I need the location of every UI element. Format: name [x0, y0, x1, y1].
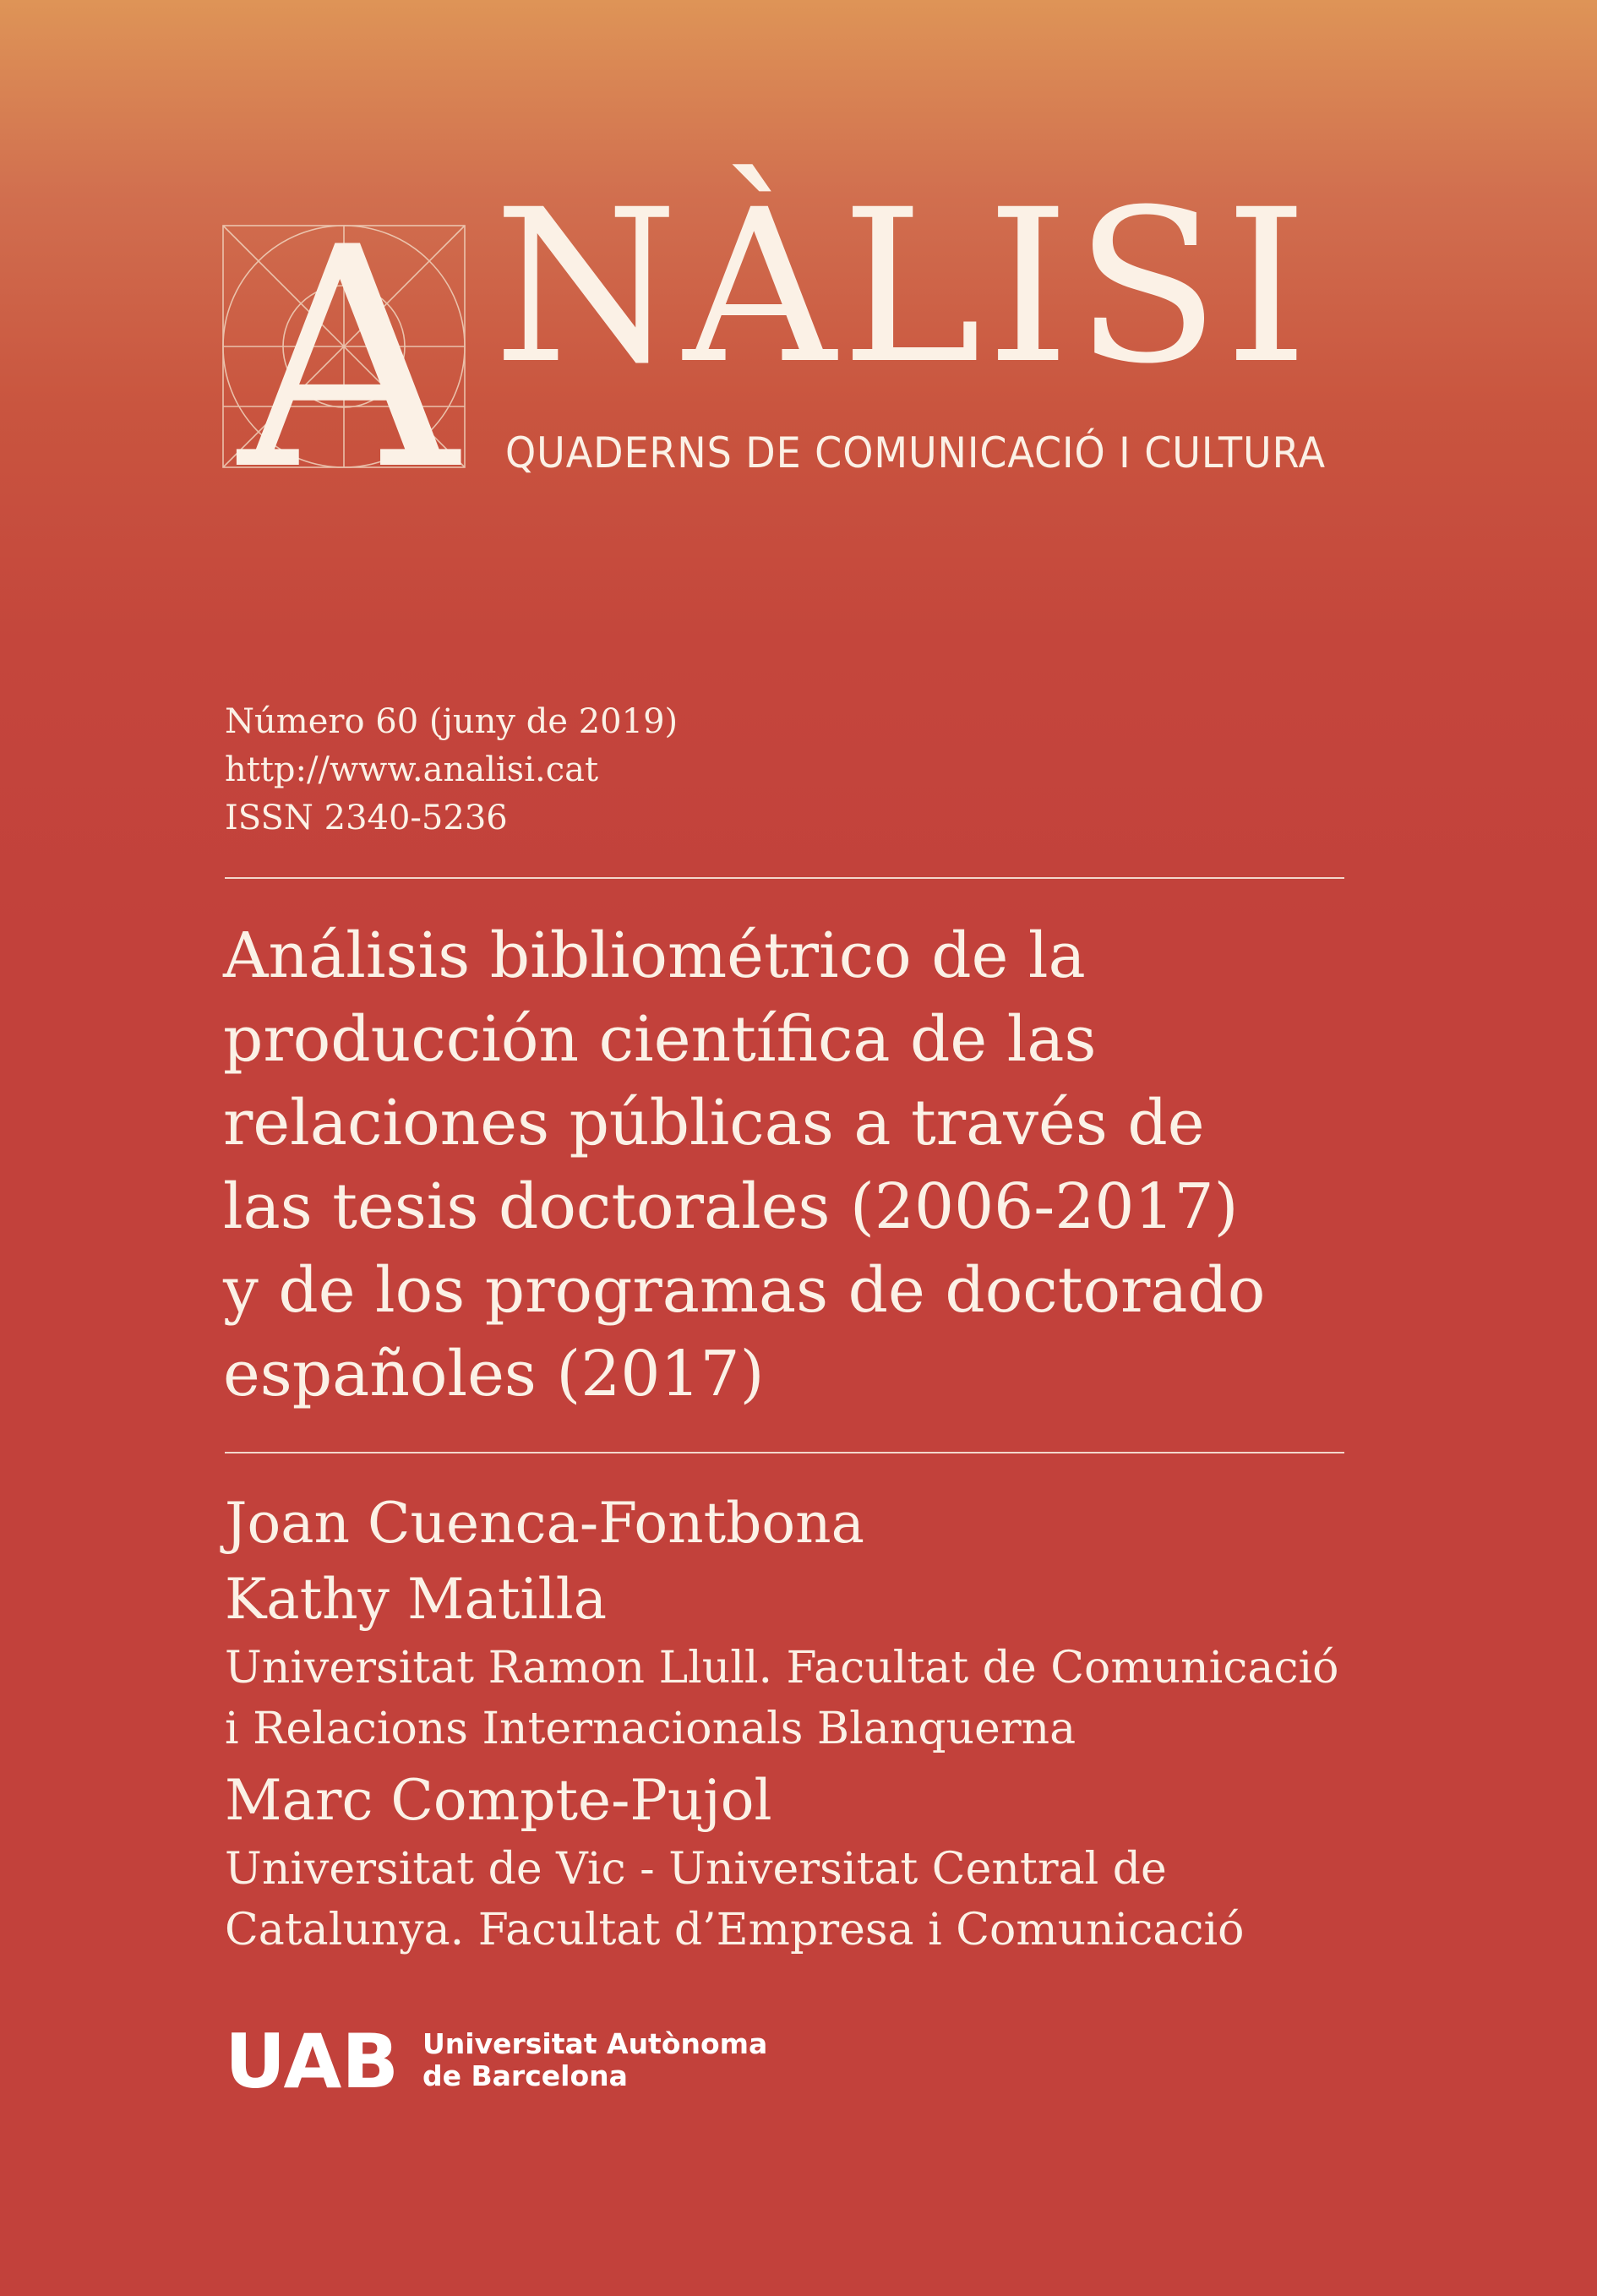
publisher-name-line2: de Barcelona: [422, 2059, 628, 2092]
authors-block: [225, 1486, 1349, 1961]
journal-url[interactable]: http://www.analisi.cat: [225, 750, 599, 789]
geometric-a-logo: [221, 224, 492, 469]
journal-masthead: [221, 165, 1337, 477]
author-name: Kathy Matilla: [225, 1567, 608, 1632]
author-affiliation: Universitat de Vic - Universitat Central de: [225, 1844, 1167, 1895]
title-line: relaciones públicas a través de: [223, 1087, 1205, 1159]
uab-logo-mark: UAB: [225, 2028, 399, 2092]
title-line: y de los programas de doctorado: [223, 1254, 1266, 1327]
publisher-name: [422, 2028, 767, 2092]
author-affiliation: i Relacions Internacionals Blanquerna: [225, 1704, 1076, 1754]
publisher-logo: [225, 2026, 767, 2094]
divider-top: [225, 877, 1344, 879]
divider-bottom: [225, 1452, 1344, 1453]
journal-subtitle: QUADERNS DE COMUNICACIÓ I CULTURA: [505, 428, 1327, 477]
journal-issn: ISSN 2340-5236: [225, 799, 508, 837]
article-title: [223, 914, 1347, 1416]
uab-logo-icon: [225, 2028, 402, 2092]
issue-info: [225, 698, 678, 843]
author-affiliation: Catalunya. Facultat d’Empresa i Comunicació: [225, 1905, 1245, 1955]
title-line: Análisis bibliométrico de la: [223, 919, 1086, 992]
title-line: producción científica de las: [223, 1003, 1097, 1076]
journal-title-word: NÀLISI: [493, 164, 1314, 410]
author-affiliation: Universitat Ramon Llull. Facultat de Comunicació: [225, 1643, 1339, 1693]
publisher-name-line1: Universitat Autònoma: [422, 2027, 768, 2060]
logo-letter: A: [238, 224, 458, 469]
title-line: españoles (2017): [223, 1338, 765, 1410]
issue-number: Número 60 (juny de 2019): [225, 702, 679, 741]
title-line: las tesis doctorales (2006-2017): [223, 1170, 1239, 1243]
author-name: Joan Cuenca-Fontbona: [225, 1491, 865, 1556]
author-name: Marc Compte-Pujol: [225, 1768, 772, 1833]
journal-logo-emblem: [221, 224, 492, 469]
